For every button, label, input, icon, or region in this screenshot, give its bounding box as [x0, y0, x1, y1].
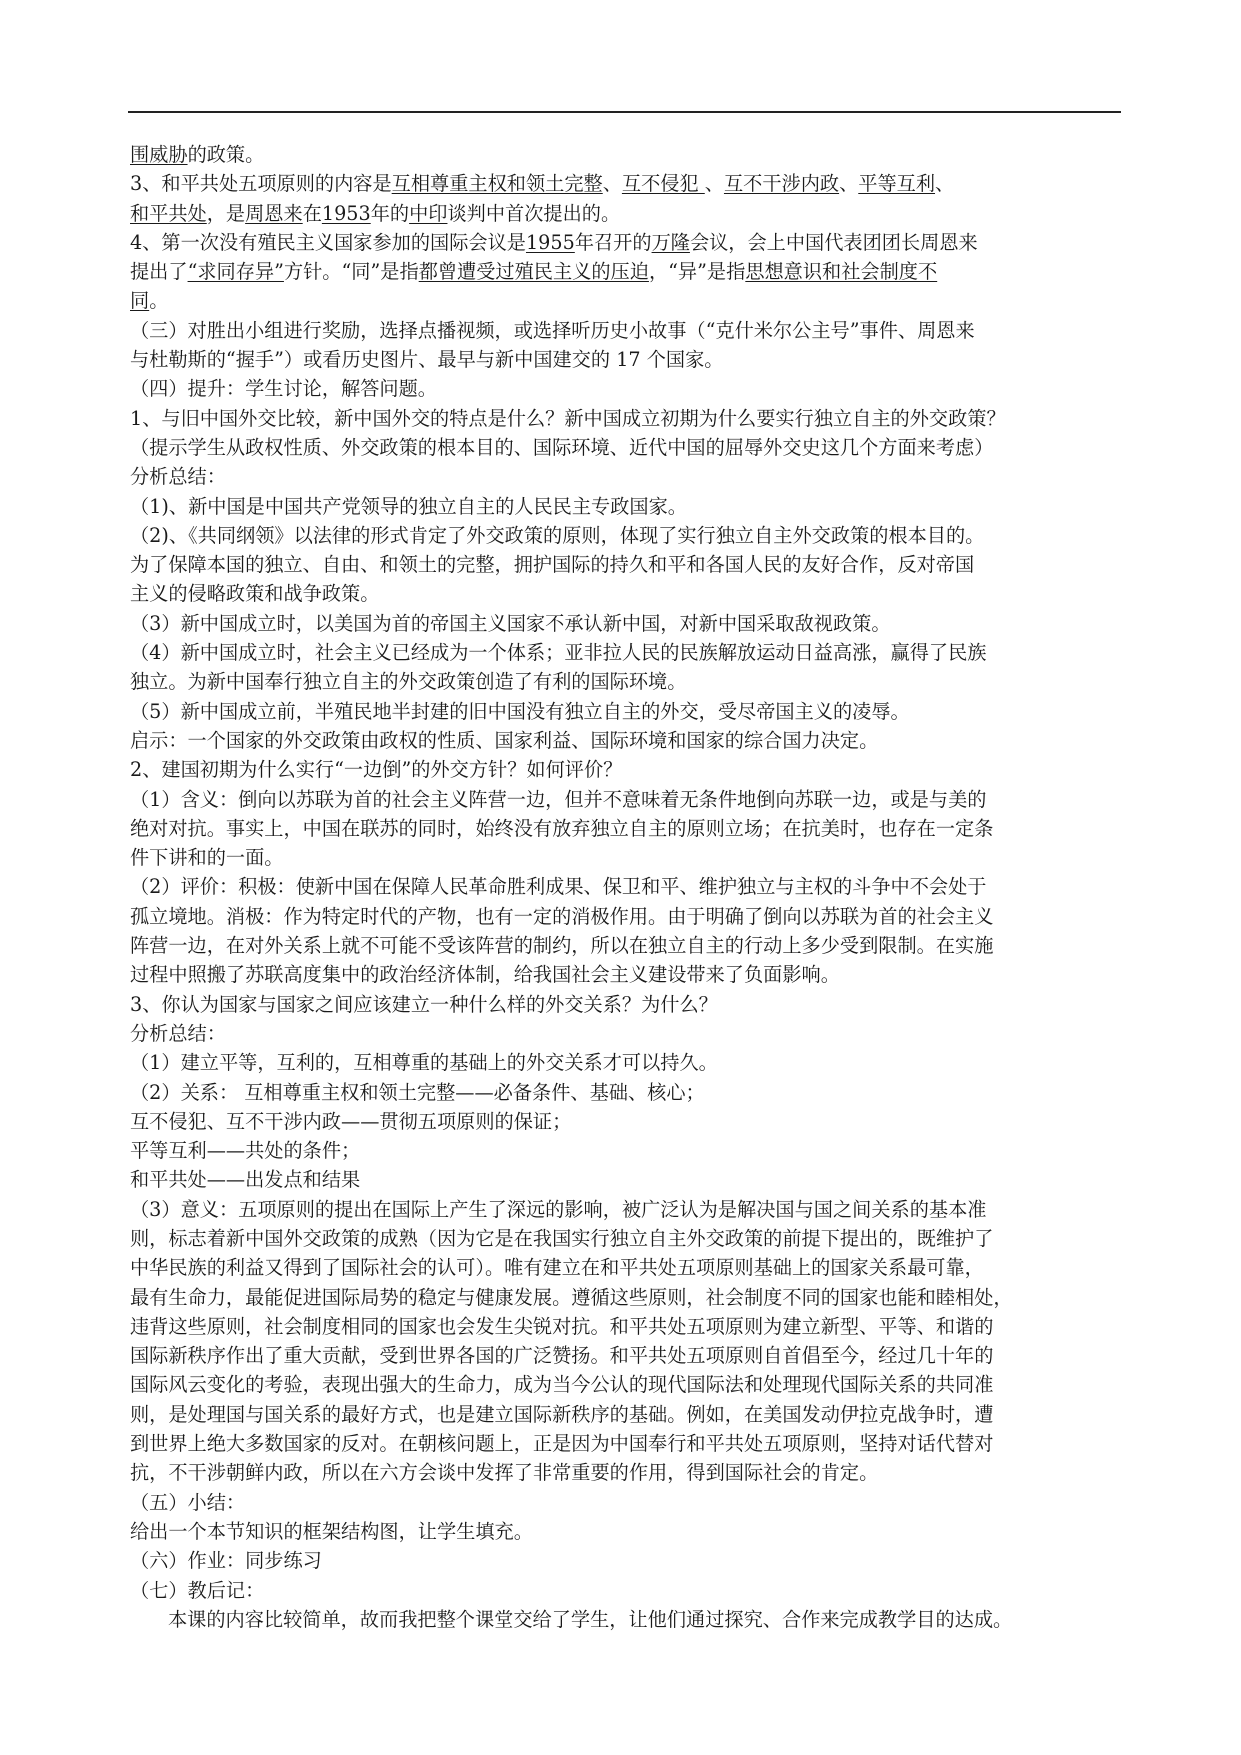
text-line	[130, 902, 1120, 931]
header-rule	[128, 111, 1121, 113]
text-segment: （3）意义：五项原则的提出在国际上产生了深远的影响，被广泛认为是解决国与国之间关系的基本准	[130, 1197, 987, 1221]
text-segment: （三）对胜出小组进行奖励，选择点播视频，或选择听历史小故事（“克什米尔公主号”事件、周恩来	[130, 318, 975, 342]
text-line	[130, 609, 1120, 638]
text-line	[130, 726, 1120, 755]
text-line	[130, 1341, 1120, 1370]
text-segment: 4、第一次没有殖民主义国家参加的国际会议是	[130, 230, 526, 254]
text-line	[130, 1136, 1120, 1165]
answer-blank: 互相尊重主权和领土完整	[391, 172, 603, 196]
text-segment: 分析总结：	[130, 465, 226, 489]
text-segment: （2)、《共同纲领》以法律的形式肯定了外交政策的原则，体现了实行独立自主外交政策的根本目的。	[130, 523, 985, 547]
text-segment: （3）新中国成立时，以美国为首的帝国主义国家不承认新中国，对新中国采取敌视政策。	[130, 611, 891, 635]
answer-blank: 万隆	[651, 230, 690, 254]
text-line	[130, 286, 1120, 315]
text-segment: （六）作业：同步练习	[130, 1549, 322, 1573]
text-line	[130, 1370, 1120, 1399]
text-segment: 年召开的	[574, 230, 652, 254]
text-line	[130, 374, 1120, 403]
text-segment: （2）关系： 互相尊重主权和领土完整——必备条件、基础、核心；	[130, 1080, 705, 1104]
answer-blank: 互不侵犯	[621, 172, 705, 196]
text-segment: 谈判中首次提出的。	[447, 201, 621, 225]
text-line	[130, 667, 1120, 696]
text-segment: 年的	[370, 201, 410, 225]
text-segment: （5）新中国成立前，半殖民地半封建的旧中国没有独立自主的外交，受尽帝国主义的凌辱。	[130, 699, 910, 723]
text-segment: （1)、新中国是中国共产党领导的独立自主的人民民主专政国家。	[130, 494, 687, 518]
text-line	[130, 579, 1120, 608]
text-segment: 绝对对抗。事实上，中国在联苏的同时，始终没有放弃独立自主的原则立场；在抗美时，也存在一定条	[130, 816, 994, 840]
text-segment: 中华民族的利益又得到了国际社会的认可）。唯有建立在和平共处五项原则基础上的国家关系最可靠，	[130, 1256, 984, 1280]
text-segment: 会议，会上中国代表团团长周恩来	[689, 230, 978, 254]
text-segment: 件下讲和的一面。	[130, 846, 284, 870]
text-segment: 3、和平共处五项原则的内容是	[130, 172, 392, 196]
document-body	[130, 140, 1120, 1634]
text-line	[130, 199, 1120, 228]
text-segment: 主义的侵略政策和战争政策。	[130, 582, 380, 606]
text-line	[130, 1195, 1120, 1224]
text-line	[130, 1224, 1120, 1253]
text-line	[130, 843, 1120, 872]
text-line	[130, 638, 1120, 667]
text-line	[130, 550, 1120, 579]
text-segment: 。	[149, 289, 169, 313]
text-line	[130, 1458, 1120, 1487]
text-segment: （4）新中国成立时，社会主义已经成为一个体系；亚非拉人民的民族解放运动日益高涨，赢得了民族	[130, 641, 987, 665]
answer-blank: 平等互利	[858, 172, 936, 196]
text-line	[130, 433, 1120, 462]
text-line	[130, 404, 1120, 433]
answer-blank: 围威胁	[130, 143, 188, 166]
text-segment: 和平共处——出发点和结果	[130, 1168, 361, 1192]
text-line	[130, 257, 1120, 286]
text-segment: 提出了	[130, 260, 188, 284]
text-line	[130, 1312, 1120, 1341]
text-segment: 则，是处理国与国关系的最好方式，也是建立国际新秩序的基础。例如，在美国发动伊拉克战争时，遭	[130, 1402, 994, 1426]
answer-blank: 1953	[321, 201, 371, 225]
text-segment: 最有生命力，最能促进国际局势的稳定与健康发展。遵循这些原则，社会制度不同的国家也能和睦相处，	[130, 1285, 1013, 1309]
text-segment: （七）教后记：	[130, 1578, 265, 1602]
text-segment: （四）提升：学生讨论，解答问题。	[130, 377, 437, 401]
text-line	[130, 1107, 1120, 1136]
text-line	[130, 1165, 1120, 1194]
text-segment: 为了保障本国的独立、自由、和领土的完整，拥护国际的持久和平和各国人民的友好合作，反对帝国	[130, 553, 975, 577]
text-segment: ，是	[206, 201, 246, 225]
text-segment: 到世界上绝大多数国家的反对。在朝核问题上，正是因为中国奉行和平共处五项原则，坚持对话代替对	[130, 1432, 994, 1456]
text-segment: 1、与旧中国外交比较，新中国外交的特点是什么？新中国成立初期为什么要实行独立自主的外交政策？	[130, 406, 1006, 430]
text-segment: 启示：一个国家的外交政策由政权的性质、国家利益、国际环境和国家的综合国力决定。	[130, 728, 879, 752]
text-segment: 2、建国初期为什么实行“一边倒”的外交方针？如何评价？	[130, 758, 623, 782]
text-segment: 3、你认为国家与国家之间应该建立一种什么样的外交关系？为什么？	[130, 992, 718, 1016]
text-segment: 在	[302, 201, 322, 225]
answer-blank: 同	[130, 289, 150, 313]
text-segment: （五）小结：	[130, 1490, 246, 1514]
text-segment: 独立。为新中国奉行独立自主的外交政策创造了有利的国际环境。	[130, 670, 687, 694]
text-segment: 违背这些原则，社会制度相同的国家也会发生尖锐对抗。和平共处五项原则为建立新型、平等、和谐的	[130, 1314, 994, 1338]
text-line	[130, 1253, 1120, 1282]
text-segment: （1）含义：倒向以苏联为首的社会主义阵营一边，但并不意味着无条件地倒向苏联一边，或是与美的	[130, 787, 987, 811]
text-segment: 、	[935, 172, 955, 196]
text-line	[130, 1488, 1120, 1517]
answer-blank: 都曾遭受过殖民主义的压迫	[418, 260, 649, 284]
text-segment: 、	[704, 172, 724, 196]
text-line	[130, 872, 1120, 901]
text-line	[130, 492, 1120, 521]
text-line	[130, 1605, 1120, 1634]
answer-blank: 周恩来	[245, 201, 303, 225]
text-line	[130, 1048, 1120, 1077]
text-segment: 国际新秩序作出了重大贡献，受到世界各国的广泛赞扬。和平共处五项原则自首倡至今，经过几十年的	[130, 1344, 994, 1368]
text-segment: 孤立境地。消极：作为特定时代的产物，也有一定的消极作用。由于明确了倒向以苏联为首的社会主义	[130, 904, 994, 928]
text-line	[130, 785, 1120, 814]
text-segment: 互不侵犯、互不干涉内政——贯彻五项原则的保证；	[130, 1109, 572, 1133]
text-segment: 、	[602, 172, 622, 196]
text-line	[130, 1429, 1120, 1458]
text-line	[130, 1546, 1120, 1575]
text-segment: 分析总结：	[130, 1021, 226, 1045]
text-line	[130, 521, 1120, 550]
text-segment: （1）建立平等，互利的，互相尊重的基础上的外交关系才可以持久。	[130, 1051, 718, 1075]
text-line	[130, 814, 1120, 843]
text-line	[130, 316, 1120, 345]
text-line	[130, 1400, 1120, 1429]
text-segment: 本课的内容比较简单，故而我把整个课堂交给了学生，让他们通过探究、合作来完成教学目的达成。	[168, 1607, 1013, 1631]
text-segment: 平等互利——共处的条件；	[130, 1139, 361, 1163]
text-line	[130, 1019, 1120, 1048]
text-line	[130, 990, 1120, 1019]
text-segment: 的政策。	[187, 143, 265, 166]
text-segment: 、	[839, 172, 859, 196]
answer-blank: “求同存异”	[187, 260, 284, 284]
text-line	[130, 697, 1120, 726]
text-segment: 与杜勒斯的“握手”）或看历史图片、最早与新中国建交的 17 个国家。	[130, 348, 724, 372]
text-line	[130, 1078, 1120, 1107]
text-line	[130, 169, 1120, 198]
text-line	[130, 1576, 1120, 1605]
text-segment: （提示学生从政权性质、外交政策的根本目的、国际环境、近代中国的屈辱外交史这几个方面来考虑）	[130, 435, 994, 459]
text-segment: ，“异”是指	[648, 260, 746, 284]
text-segment: 阵营一边，在对外关系上就不可能不受该阵营的制约，所以在独立自主的行动上多少受到限制。在实施	[130, 934, 994, 958]
text-line	[130, 960, 1120, 989]
answer-blank: 思想意识和社会制度不	[745, 260, 938, 284]
text-line	[130, 140, 1120, 169]
answer-blank: 互不干涉内政	[723, 172, 840, 196]
text-segment: 国际风云变化的考验，表现出强大的生命力，成为当今公认的现代国际法和处理现代国际关系的共同准	[130, 1373, 994, 1397]
text-line	[130, 1283, 1120, 1312]
text-segment: 抗，不干涉朝鲜内政，所以在六方会谈中发挥了非常重要的作用，得到国际社会的肯定。	[130, 1461, 879, 1485]
answer-blank: 和平共处	[130, 201, 207, 225]
text-segment: 给出一个本节知识的框架结构图，让学生填充。	[130, 1519, 533, 1543]
text-line	[130, 462, 1120, 491]
text-line	[130, 228, 1120, 257]
text-line	[130, 931, 1120, 960]
answer-blank: 1955	[525, 230, 575, 254]
text-segment: 方针。“同”是指	[283, 260, 419, 284]
text-segment: 则，标志着新中国外交政策的成熟（因为它是在我国实行独立自主外交政策的前提下提出的，既维护了	[130, 1226, 994, 1250]
text-line	[130, 345, 1120, 374]
answer-blank: 中印	[409, 201, 448, 225]
text-segment: 过程中照搬了苏联高度集中的政治经济体制，给我国社会主义建设带来了负面影响。	[130, 963, 840, 987]
text-line	[130, 1517, 1120, 1546]
text-line	[130, 755, 1120, 784]
text-segment: （2）评价：积极：使新中国在保障人民革命胜利成果、保卫和平、维护独立与主权的斗争中不会处于	[130, 875, 987, 899]
